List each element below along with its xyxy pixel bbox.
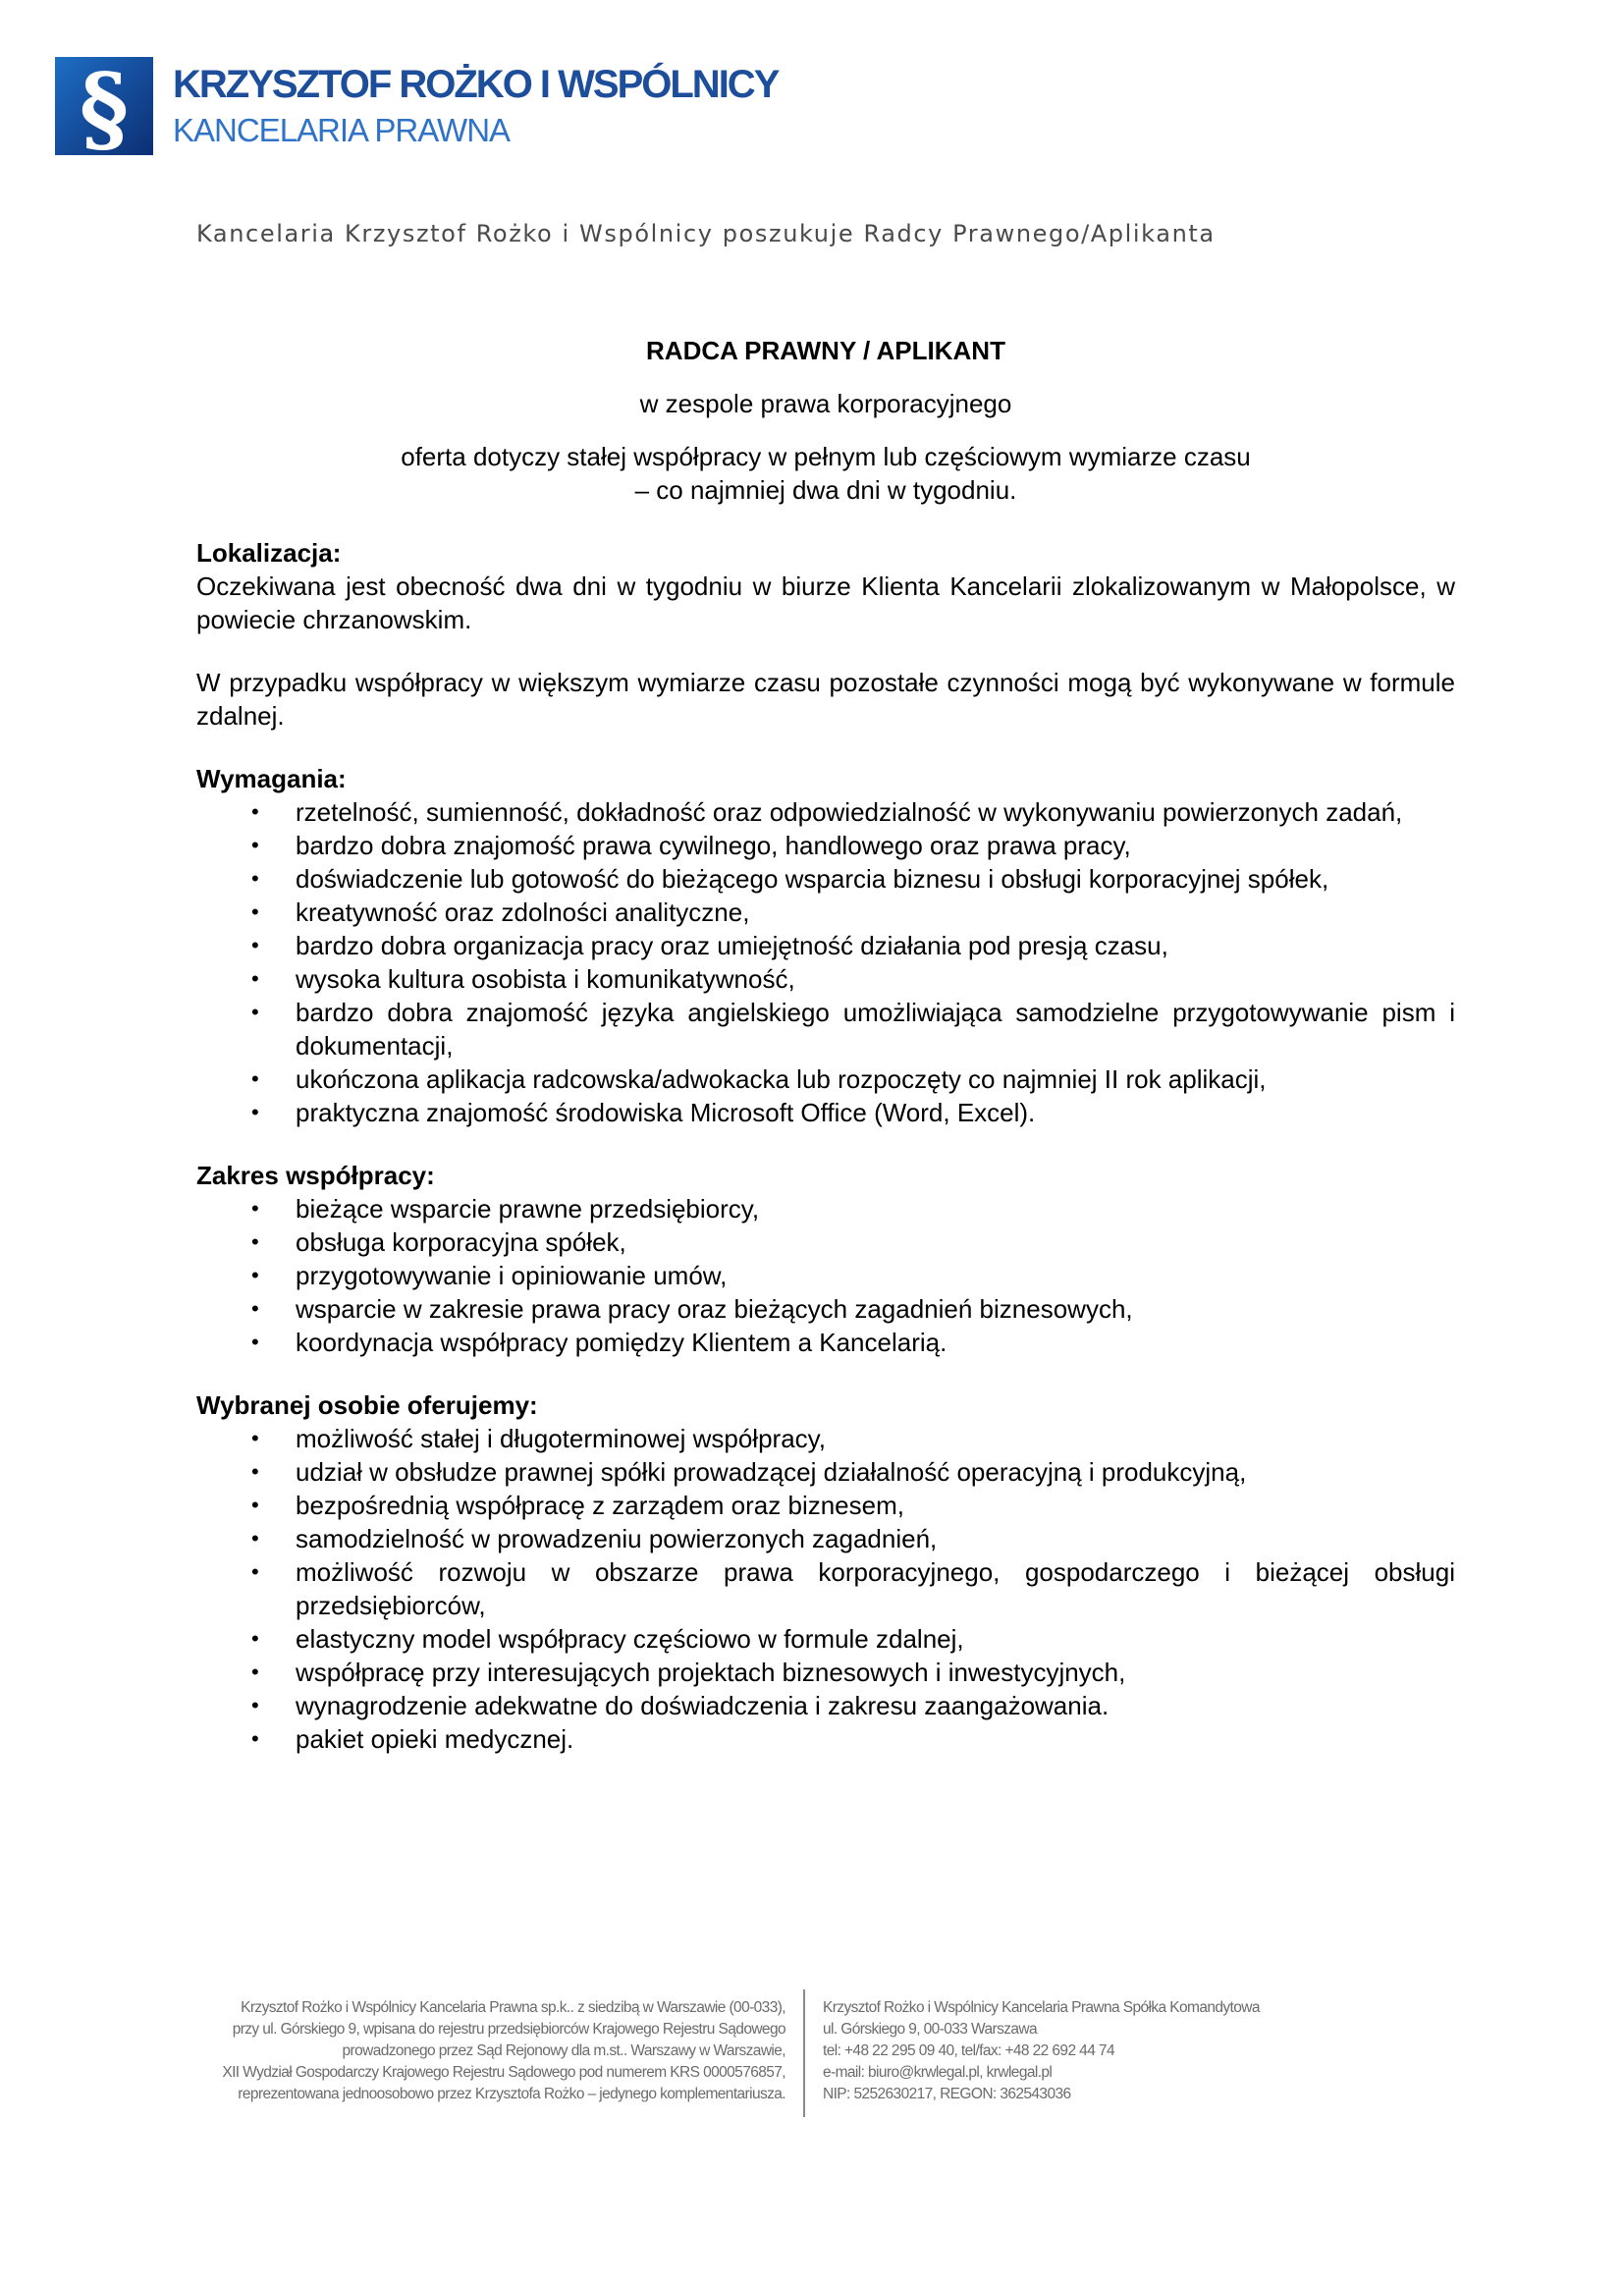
list-item: • bardzo dobra znajomość języka angielskiego umożliwiająca samodzielne przygotowywanie pism i dokumentacji, — [196, 996, 1455, 1062]
footer-line: XII Wydział Gospodarczy Krajowego Rejestru Sądowego pod numerem KRS 0000576857, — [222, 2064, 785, 2081]
footer-line: Krzysztof Rożko i Wspólnicy Kancelaria Prawna sp.k.. z siedzibą w Warszawie (00-033), — [241, 1999, 785, 2016]
list-item: • elastyczny model współpracy częściowo w formule zdalnej, — [196, 1622, 1455, 1656]
location-paragraph: W przypadku współpracy w większym wymiarze czasu pozostałe czynności mogą być wykonywane w formule zdalnej. — [196, 668, 1455, 731]
requirements-list — [196, 795, 1455, 1129]
firm-name: KRZYSZTOF ROŻKO I WSPÓLNICY — [173, 63, 779, 106]
offer-line: oferta dotyczy stałej współpracy w pełnym lub częściowym wymiarze czasu — [401, 442, 1251, 471]
benefits-list — [196, 1422, 1455, 1756]
footer-line: reprezentowana jednoosobowo przez Krzysztofa Rożko – jedynego komplementariusza. — [238, 2086, 785, 2102]
page-tagline: Kancelaria Krzysztof Rożko i Wspólnicy poszukuje Radcy Prawnego/Aplikanta — [196, 220, 1216, 247]
list-item: • bezpośrednią współpracę z zarządem oraz biznesem, — [196, 1489, 1455, 1522]
footer-line: Krzysztof Rożko i Wspólnicy Kancelaria Prawna Spółka Komandytowa — [823, 1999, 1260, 2016]
location-remote-section — [196, 666, 1455, 733]
list-item: • wsparcie w zakresie prawa pracy oraz bieżących zagadnień biznesowych, — [196, 1292, 1455, 1326]
list-item: • bieżące wsparcie prawne przedsiębiorcy, — [196, 1192, 1455, 1225]
job-subtitle: w zespole prawa korporacyjnego — [639, 389, 1012, 418]
firm-logo-mark — [55, 57, 153, 155]
list-item: • praktyczna znajomość środowiska Microsoft Office (Word, Excel). — [196, 1096, 1455, 1129]
location-paragraph: Oczekiwana jest obecność dwa dni w tygodniu w biurze Klienta Kancelarii zlokalizowanym w Małopolsce, w powiecie chrzanowskim. — [196, 571, 1455, 634]
list-item: • ukończona aplikacja radcowska/adwokacka lub rozpoczęty co najmniej II rok aplikacji, — [196, 1062, 1455, 1096]
list-item: • możliwość stałej i długoterminowej współpracy, — [196, 1422, 1455, 1455]
list-item: • obsługa korporacyjna spółek, — [196, 1225, 1455, 1259]
list-item: • możliwość rozwoju w obszarze prawa korporacyjnego, gospodarczego i bieżącej obsługi przedsiębiorców, — [196, 1555, 1455, 1622]
job-title: RADCA PRAWNY / APLIKANT — [646, 336, 1005, 365]
list-item: • bardzo dobra znajomość prawa cywilnego, handlowego oraz prawa pracy, — [196, 829, 1455, 862]
list-item: • doświadczenie lub gotowość do bieżącego wsparcia biznesu i obsługi korporacyjnej spółek, — [196, 862, 1455, 896]
list-item: • przygotowywanie i opiniowanie umów, — [196, 1259, 1455, 1292]
offer-line: – co najmniej dwa dni w tygodniu. — [634, 475, 1017, 505]
list-item: • samodzielność w prowadzeniu powierzonych zagadnień, — [196, 1522, 1455, 1555]
list-item: • udział w obsłudze prawnej spółki prowadzącej działalność operacyjną i produkcyjną, — [196, 1455, 1455, 1489]
job-offer-summary — [196, 440, 1455, 507]
section-sign-icon — [55, 57, 153, 155]
list-item: • wynagrodzenie adekwatne do doświadczenia i zakresu zaangażowania. — [196, 1689, 1455, 1722]
scope-section — [196, 1159, 1455, 1359]
benefits-heading: Wybranej osobie oferujemy: — [196, 1390, 538, 1420]
footer-line: tel: +48 22 295 09 40, tel/fax: +48 22 692 44 74 — [823, 2042, 1114, 2059]
requirements-section — [196, 762, 1455, 1129]
footer-divider — [803, 1989, 805, 2117]
list-item: • kreatywność oraz zdolności analityczne, — [196, 896, 1455, 929]
list-item: • współpracę przy interesujących projektach biznesowych i inwestycyjnych, — [196, 1656, 1455, 1689]
benefits-section — [196, 1388, 1455, 1756]
logo-symbol: § — [79, 57, 130, 155]
scope-list — [196, 1192, 1455, 1359]
list-item: • bardzo dobra organizacja pracy oraz umiejętność działania pod presją czasu, — [196, 929, 1455, 962]
footer-email-line[interactable]: e-mail: biuro@krwlegal.pl, krwlegal.pl — [823, 2064, 1053, 2081]
firm-type: KANCELARIA PRAWNA — [173, 112, 511, 148]
footer-line: NIP: 5252630217, REGON: 362543036 — [823, 2086, 1071, 2102]
footer-line: ul. Górskiego 9, 00-033 Warszawa — [823, 2021, 1038, 2038]
document-body — [196, 334, 1455, 1785]
footer-line: prowadzonego przez Sąd Rejonowy dla m.st.. Warszawy w Warszawie, — [342, 2042, 785, 2059]
location-heading: Lokalizacja: — [196, 538, 342, 568]
footer-registration-info — [118, 1997, 785, 2105]
requirements-heading: Wymagania: — [196, 764, 347, 793]
location-section — [196, 536, 1455, 636]
footer-line: przy ul. Górskiego 9, wpisana do rejestru przedsiębiorców Krajowego Rejestru Sądowego — [232, 2021, 785, 2038]
list-item: • pakiet opieki medycznej. — [196, 1722, 1455, 1756]
scope-heading: Zakres współpracy: — [196, 1161, 435, 1190]
list-item: • rzetelność, sumienność, dokładność oraz odpowiedzialność w wykonywaniu powierzonych zadań, — [196, 795, 1455, 829]
list-item: • wysoka kultura osobista i komunikatywność, — [196, 962, 1455, 996]
list-item: • koordynacja współpracy pomiędzy Klientem a Kancelarią. — [196, 1326, 1455, 1359]
footer-contact-info — [823, 1997, 1412, 2105]
